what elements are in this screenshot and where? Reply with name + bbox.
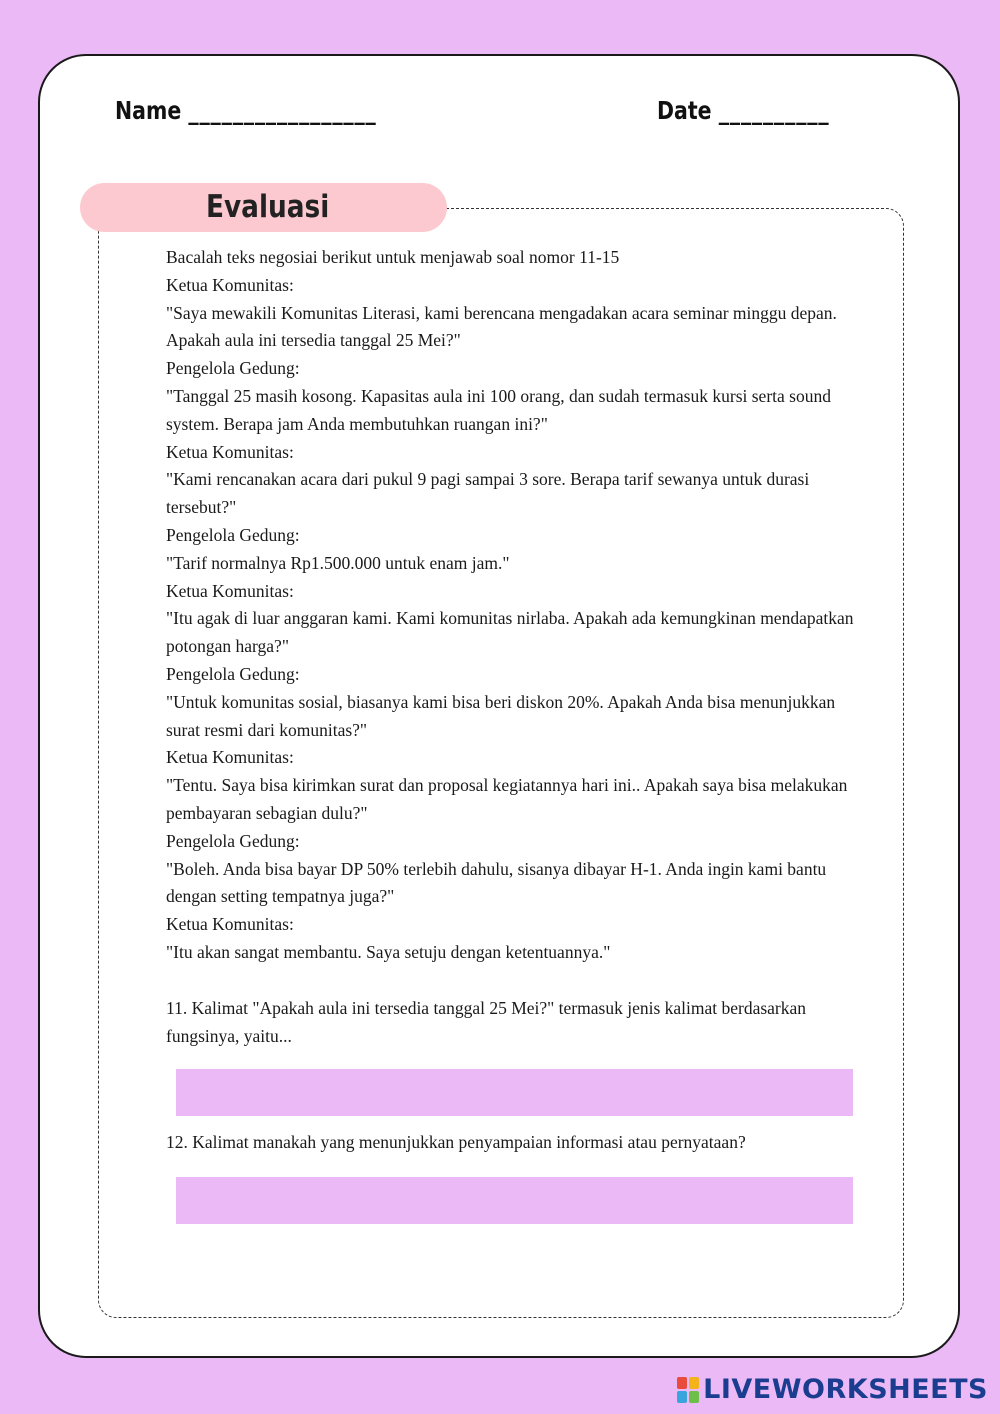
liveworksheets-logo-icon (677, 1377, 699, 1403)
dialogue-speaker: Ketua Komunitas: (166, 441, 294, 462)
dialogue-speaker: Pengelola Gedung: (166, 830, 300, 851)
dialogue-line: "Kami rencanakan acara dari pukul 9 pagi sampai 3 sore. Berapa tarif sewanya untuk durasi tersebut?" (166, 469, 810, 518)
section-header-pill (80, 183, 447, 232)
dialogue-speaker: Pengelola Gedung: (166, 524, 300, 545)
dialogue-speaker: Ketua Komunitas: (166, 274, 294, 295)
dialogue-line: "Tarif normalnya Rp1.500.000 untuk enam jam." (166, 552, 510, 573)
dialogue-line: "Untuk komunitas sosial, biasanya kami bisa beri diskon 20%. Apakah Anda bisa menunjukkan surat resmi dari komunitas?" (166, 691, 836, 740)
name-label: Name (115, 96, 182, 125)
name-field-label (115, 96, 377, 125)
answer-field-11[interactable] (176, 1069, 853, 1116)
dialogue-line: "Tanggal 25 masih kosong. Kapasitas aula ini 100 orang, dan sudah termasuk kursi serta sound system. Berapa jam Anda membutuhkan ruangan ini?" (166, 385, 831, 434)
question-12: 12. Kalimat manakah yang menunjukkan penyampaian informasi atau pernyataan? (166, 1132, 746, 1152)
reading-passage (166, 244, 856, 1050)
answer-field-12[interactable] (176, 1177, 853, 1224)
date-input-line[interactable]: __________ (718, 96, 830, 125)
section-title: Evaluasi (206, 189, 330, 225)
dialogue-speaker: Pengelola Gedung: (166, 663, 300, 684)
date-label: Date (657, 96, 712, 125)
name-input-line[interactable]: _________________ (188, 96, 377, 125)
liveworksheets-brand (677, 1374, 988, 1405)
brand-name: LIVEWORKSHEETS (703, 1374, 988, 1405)
date-field-label (657, 96, 829, 125)
dialogue-speaker: Pengelola Gedung: (166, 358, 300, 379)
passage-intro: Bacalah teks negosiai berikut untuk menjawab soal nomor 11-15 (166, 247, 620, 267)
dialogue-speaker: Ketua Komunitas: (166, 914, 294, 935)
dialogue-line: "Saya mewakili Komunitas Literasi, kami berencana mengadakan acara seminar minggu depan. Apakah aula ini tersedia tanggal 25 Mei?" (166, 302, 837, 351)
dialogue-line: "Itu akan sangat membantu. Saya setuju dengan ketentuannya." (166, 941, 611, 962)
dialogue-speaker: Ketua Komunitas: (166, 747, 294, 768)
dialogue-list (166, 272, 856, 967)
dialogue-line: "Itu agak di luar anggaran kami. Kami komunitas nirlaba. Apakah ada kemungkinan mendapatkan potongan harga?" (166, 608, 854, 657)
dialogue-line: "Boleh. Anda bisa bayar DP 50% terlebih dahulu, sisanya dibayar H-1. Anda ingin kami bantu dengan setting tempatnya juga?" (166, 858, 827, 907)
question-11: 11. Kalimat "Apakah aula ini tersedia tanggal 25 Mei?" termasuk jenis kalimat berdasarkan fungsinya, yaitu... (166, 997, 807, 1046)
dialogue-line: "Tentu. Saya bisa kirimkan surat dan proposal kegiatannya hari ini.. Apakah saya bisa melakukan pembayaran sebagian dulu?" (166, 775, 848, 823)
dialogue-speaker: Ketua Komunitas: (166, 580, 294, 601)
